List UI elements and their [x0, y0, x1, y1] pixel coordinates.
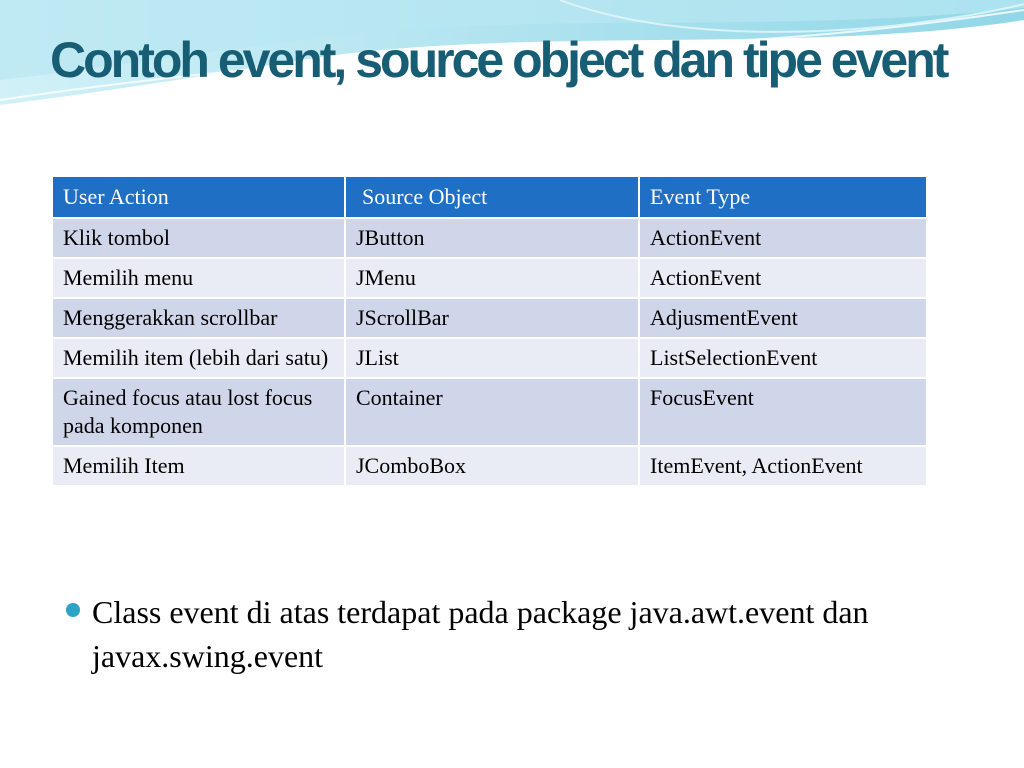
cell-user-action: Gained focus atau lost focus pada komponen: [52, 378, 345, 446]
cell-event-type: ItemEvent, ActionEvent: [639, 446, 927, 486]
table-row: [52, 258, 927, 298]
cell-user-action: Memilih menu: [52, 258, 345, 298]
bullet-dot-icon: [66, 603, 80, 617]
cell-source-object: JComboBox: [345, 446, 639, 486]
cell-source-object: JMenu: [345, 258, 639, 298]
slide-title: Contoh event, source object dan tipe event: [50, 32, 947, 88]
table-row: [52, 446, 927, 486]
cell-user-action: Memilih Item: [52, 446, 345, 486]
header-source-object: Source Object: [345, 176, 639, 218]
cell-source-object: Container: [345, 378, 639, 446]
cell-user-action: Menggerakkan scrollbar: [52, 298, 345, 338]
bullet-text: Class event di atas terdapat pada package java.awt.event dan javax.swing.event: [92, 594, 869, 674]
cell-source-object: JList: [345, 338, 639, 378]
table-row: [52, 338, 927, 378]
cell-user-action: Memilih item (lebih dari satu): [52, 338, 345, 378]
header-event-type: Event Type: [639, 176, 927, 218]
table-header-row: [52, 176, 927, 218]
bullet-list: [66, 590, 966, 678]
cell-event-type: ActionEvent: [639, 218, 927, 258]
cell-event-type: ActionEvent: [639, 258, 927, 298]
table-row: [52, 378, 927, 446]
cell-user-action: Klik tombol: [52, 218, 345, 258]
cell-source-object: JScrollBar: [345, 298, 639, 338]
cell-source-object: JButton: [345, 218, 639, 258]
table-row: [52, 218, 927, 258]
cell-event-type: ListSelectionEvent: [639, 338, 927, 378]
cell-event-type: AdjusmentEvent: [639, 298, 927, 338]
header-user-action: User Action: [52, 176, 345, 218]
event-table: [51, 175, 928, 487]
cell-event-type: FocusEvent: [639, 378, 927, 446]
table-row: [52, 298, 927, 338]
bullet-item: [66, 590, 966, 678]
